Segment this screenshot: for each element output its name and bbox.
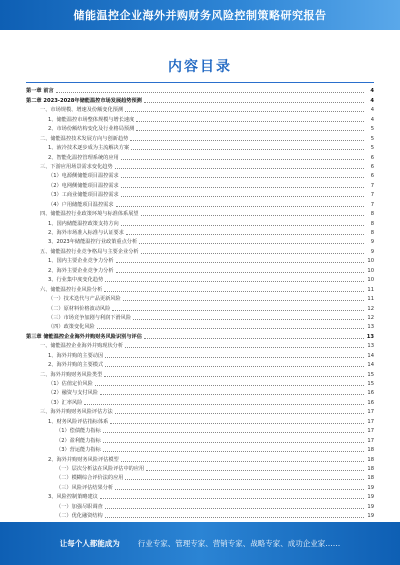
toc-entry-page: 4 (370, 116, 374, 123)
toc-entry[interactable] (26, 302, 374, 311)
toc-leader-dots (136, 120, 364, 122)
toc-entry[interactable] (26, 396, 374, 405)
toc-entry-page: 4 (370, 97, 374, 104)
toc-entry-title: （1）电源侧储能项目温控需求 (48, 173, 119, 180)
toc-entry-title: 1、储能温控市场整体规模与增长速度 (48, 116, 135, 123)
toc-leader-dots (100, 497, 364, 499)
toc-leader-dots (146, 469, 364, 471)
toc-entry-page: 13 (367, 324, 374, 331)
toc-entry-page: 17 (367, 437, 374, 444)
toc-leader-dots (121, 195, 364, 197)
toc-leader-dots (131, 148, 364, 150)
toc-entry-title: 1、国内储能温控政策支持方向 (48, 220, 119, 227)
toc-entry-title: （3）工商业储能项目温控需求 (48, 192, 119, 199)
toc-entry-page: 4 (370, 107, 374, 114)
footer-brand: 让每个人都能成为 (59, 539, 120, 548)
toc-leader-dots (123, 299, 364, 301)
toc-entry[interactable] (26, 264, 374, 273)
toc-entry-page: 13 (366, 333, 374, 340)
toc-entry-page: 7 (370, 182, 374, 189)
toc-leader-dots (104, 290, 364, 292)
toc-leader-dots (125, 346, 364, 348)
toc-entry-page: 8 (370, 230, 374, 236)
toc-entry[interactable] (26, 113, 374, 122)
toc-entry-title: 2、智能化温控管理系统的应用 (48, 154, 119, 161)
toc-leader-dots (103, 450, 364, 452)
toc-entry[interactable] (26, 255, 374, 264)
toc-leader-dots (112, 309, 364, 311)
toc-entry-title: 一、市场规模、增速及份额变化预测 (40, 107, 124, 114)
toc-entry-title: 3、2023年储能温控行业政策重点分析 (48, 239, 138, 246)
toc-entry[interactable] (26, 453, 374, 462)
toc-entry-title: （1）偿债能力指标 (56, 428, 101, 435)
toc-entry-page: 18 (367, 465, 374, 472)
toc-entry-title: （2）盈利能力指标 (56, 437, 101, 444)
toc-entry-title: （1）估值定价风险 (48, 381, 93, 387)
toc-entry-page: 10 (367, 258, 374, 265)
toc-leader-dots (95, 384, 364, 386)
toc-entry-page: 19 (367, 513, 374, 520)
toc-entry[interactable] (26, 189, 374, 198)
footer-slogan: 行业专家、管理专家、营销专家、战略专家、成功企业家…… (137, 539, 341, 548)
toc-divider (26, 82, 374, 83)
toc-entry[interactable] (26, 123, 374, 132)
toc-entry[interactable] (26, 132, 374, 141)
toc-entry-page: 19 (367, 484, 374, 491)
toc-leader-dots (103, 441, 364, 443)
toc-entry[interactable] (26, 378, 374, 387)
toc-entry-page: 11 (367, 296, 374, 303)
toc-leader-dots (139, 242, 364, 244)
toc-entry-title: （二）模糊综合评价法的应用 (56, 475, 124, 482)
toc-entry-title: 第一章 前言 (26, 88, 54, 95)
toc-entry-title: 六、储能温控行业风险分析 (40, 286, 103, 293)
toc-entry[interactable] (26, 472, 374, 481)
toc-entry[interactable] (26, 293, 374, 302)
toc-entry-title: 四、储能温控行业政策环境与标准体系展望 (40, 211, 139, 218)
toc-entry-page: 8 (370, 220, 374, 227)
toc-entry[interactable] (26, 349, 374, 358)
toc-entry-page: 17 (367, 428, 374, 435)
toc-entry-title: 1、国内主要企业竞争力分析 (48, 258, 114, 265)
toc-entry-title: 2、海外市场准入标准与认证要求 (48, 230, 124, 236)
toc-entry-title: 3、风险控制策略建议 (48, 494, 98, 501)
toc-leader-dots (136, 129, 364, 131)
toc-entry[interactable] (26, 198, 374, 207)
toc-entry[interactable] (26, 406, 374, 415)
toc-entry-page: 14 (367, 362, 374, 369)
toc-entry[interactable] (26, 274, 374, 283)
toc-entry-title: 第二章 2023-2028年储能温控市场发展趋势预测 (26, 97, 142, 104)
toc-entry[interactable] (26, 463, 374, 472)
toc-entry-page: 17 (367, 418, 374, 425)
toc-entry[interactable] (26, 415, 374, 424)
toc-leader-dots (141, 252, 364, 254)
toc-entry[interactable] (26, 481, 374, 490)
toc-leader-dots (126, 233, 364, 235)
toc-entry[interactable] (26, 330, 374, 339)
toc-entry-title: 二、储能温控技术发展方向与创新趋势 (40, 135, 129, 142)
toc-leader-dots (116, 271, 364, 273)
toc-entry-title: 五、储能温控行业竞争格局与主要企业分析 (40, 248, 139, 255)
toc-leader-dots (115, 167, 364, 169)
toc-leader-dots (104, 375, 364, 377)
toc-entry-title: 二、海外并购财务风险类型 (40, 371, 103, 378)
toc-leader-dots (116, 205, 364, 207)
toc-entry[interactable] (26, 208, 374, 217)
toc-leader-dots (105, 365, 364, 367)
toc-entry[interactable] (26, 142, 374, 151)
toc-leader-dots (116, 261, 364, 263)
toc-entry-page: 4 (370, 88, 374, 95)
toc-entry-page: 8 (370, 211, 374, 218)
toc-entry-title: （二）原材料价格波动风险 (48, 305, 111, 312)
toc-leader-dots (105, 280, 364, 282)
toc-entry-title: 1、财务风险评估指标体系 (48, 418, 109, 425)
toc-entry[interactable] (26, 312, 374, 321)
toc-entry-title: 三、海外并购财务风险评估方法 (40, 409, 113, 416)
toc-entry-page: 10 (367, 267, 374, 274)
toc-entry-title: （三）市场竞争加剧与利润下滑风险 (48, 314, 132, 321)
toc-heading: 内容目录 (168, 59, 232, 75)
toc-entry-page: 5 (370, 145, 374, 152)
toc-entry-title: 第三章 储能温控企业海外并购财务风险识别与评估 (26, 333, 142, 340)
toc-entry-title: （3）汇率风险 (48, 399, 83, 406)
toc-entry-page: 6 (370, 173, 374, 180)
toc-entry[interactable] (26, 368, 374, 377)
toc-entry-title: 1、海外并购的主要动因 (48, 352, 104, 359)
toc-entry-page: 15 (367, 381, 374, 387)
toc-leader-dots (121, 186, 364, 188)
toc-entry-title: 2、海外并购的主要模式 (48, 362, 104, 369)
toc-entry[interactable] (26, 510, 374, 519)
toc-entry-page: 14 (367, 352, 374, 359)
toc-entry-title: 2、海外并购财务风险评估模型 (48, 456, 119, 463)
toc-entry-title: （4）户用储能项目温控需求 (48, 201, 114, 208)
toc-leader-dots (133, 318, 364, 320)
toc-leader-dots (115, 412, 364, 414)
toc-leader-dots (115, 488, 364, 490)
toc-leader-dots (125, 478, 364, 480)
toc-entry[interactable] (26, 340, 374, 349)
header-banner (0, 0, 400, 30)
toc-leader-dots (105, 507, 364, 509)
toc-entry-page: 11 (367, 286, 374, 293)
toc-entry[interactable] (26, 425, 374, 434)
toc-entry-page: 18 (367, 447, 374, 454)
table-of-contents (26, 85, 374, 519)
toc-entry[interactable] (26, 434, 374, 443)
toc-entry-page: 6 (370, 154, 374, 161)
report-title: 储能温控企业海外并购财务风险控制策略研究报告 (73, 9, 327, 22)
toc-entry[interactable] (26, 217, 374, 226)
toc-entry-title: 一、储能温控企业海外并购现状分析 (40, 343, 124, 350)
toc-entry[interactable] (26, 170, 374, 179)
toc-entry[interactable] (26, 321, 374, 330)
toc-leader-dots (144, 337, 364, 339)
toc-entry-title: 2、海外主要企业竞争力分析 (48, 267, 114, 274)
toc-leader-dots (121, 176, 364, 178)
toc-entry-page: 16 (367, 399, 374, 406)
toc-leader-dots (105, 516, 364, 518)
toc-entry-title: （二）优化融资结构 (56, 513, 103, 520)
toc-entry-page: 19 (367, 494, 374, 501)
toc-entry-page: 12 (367, 305, 374, 312)
toc-entry[interactable] (26, 151, 374, 160)
toc-entry-title: （3）营运能力指标 (56, 447, 101, 454)
toc-entry-page: 7 (370, 201, 374, 208)
toc-leader-dots (97, 327, 364, 329)
toc-entry[interactable] (26, 245, 374, 254)
toc-leader-dots (125, 110, 364, 112)
toc-entry-page: 17 (367, 409, 374, 416)
toc-leader-dots (110, 422, 364, 424)
toc-entry-title: （三）风险评估结果分析 (56, 484, 114, 491)
footer-banner (0, 522, 400, 565)
toc-entry-page: 13 (367, 343, 374, 350)
toc-entry[interactable] (26, 161, 374, 170)
toc-entry-title: （四）政策变化风险 (48, 324, 95, 331)
toc-entry-page: 16 (367, 390, 374, 397)
toc-entry-title: 3、行业集中度变化趋势 (48, 277, 104, 284)
toc-entry-page: 18 (367, 456, 374, 463)
toc-entry-title: （2）电网侧储能项目温控需求 (48, 182, 119, 189)
toc-leader-dots (100, 393, 364, 395)
toc-entry-page: 7 (370, 192, 374, 199)
toc-entry-title: （一）层次分析法在风险评估中的应用 (56, 465, 145, 472)
toc-entry[interactable] (26, 94, 374, 103)
toc-entry-page: 9 (370, 239, 374, 246)
toc-leader-dots (84, 403, 364, 405)
toc-entry-page: 19 (367, 503, 374, 510)
toc-entry-page: 10 (367, 277, 374, 284)
toc-entry[interactable] (26, 491, 374, 500)
toc-entry-title: 三、下游应用场景需求变化趋势 (40, 163, 113, 170)
toc-entry-page: 5 (370, 135, 374, 142)
toc-entry[interactable] (26, 85, 374, 94)
toc-entry-page: 12 (367, 314, 374, 321)
toc-leader-dots (141, 214, 364, 216)
toc-entry-title: （2）融资与支付风险 (48, 390, 98, 397)
toc-entry-page: 18 (367, 475, 374, 482)
toc-entry[interactable] (26, 500, 374, 509)
toc-entry[interactable] (26, 104, 374, 113)
toc-leader-dots (121, 224, 364, 226)
toc-entry[interactable] (26, 236, 374, 245)
toc-entry-title: 2、市场份额结构变化及行业格局预测 (48, 126, 135, 133)
toc-entry[interactable] (26, 444, 374, 453)
toc-entry[interactable] (26, 283, 374, 292)
toc-entry-page: 5 (370, 126, 374, 133)
toc-entry-page: 15 (367, 371, 374, 378)
toc-entry[interactable] (26, 179, 374, 188)
toc-leader-dots (56, 91, 364, 93)
toc-entry[interactable] (26, 227, 374, 236)
toc-entry-title: （一）技术迭代与产品更新风险 (48, 296, 121, 303)
toc-entry-title: 1、液冷技术逐步成为主流解决方案 (48, 145, 130, 152)
toc-leader-dots (144, 101, 364, 103)
toc-entry[interactable] (26, 359, 374, 368)
toc-leader-dots (103, 431, 364, 433)
toc-entry-page: 9 (370, 248, 374, 255)
toc-leader-dots (105, 356, 364, 358)
toc-leader-dots (130, 139, 364, 141)
toc-entry-title: （一）加强尽职调查 (56, 503, 103, 510)
toc-entry[interactable] (26, 387, 374, 396)
toc-leader-dots (121, 460, 364, 462)
toc-leader-dots (121, 158, 364, 160)
toc-entry-page: 6 (370, 163, 374, 170)
